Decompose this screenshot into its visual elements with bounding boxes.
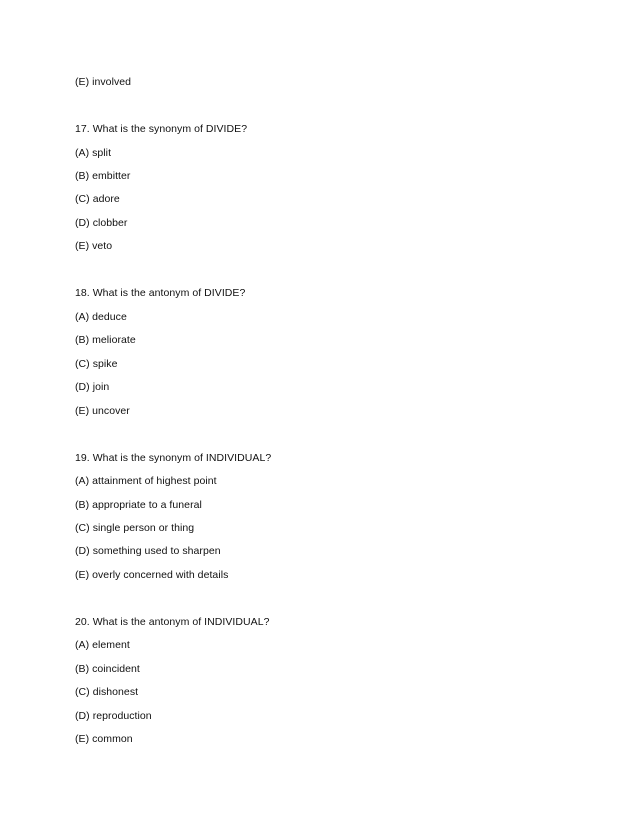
question-18-option-e: (E) uncover	[75, 405, 130, 417]
question-17-option-c: (C) adore	[75, 193, 120, 205]
question-19-prompt: 19. What is the synonym of INDIVIDUAL?	[75, 452, 272, 464]
question-20-option-b: (B) coincident	[75, 663, 140, 675]
question-19-option-a: (A) attainment of highest point	[75, 475, 217, 487]
question-17-prompt: 17. What is the synonym of DIVIDE?	[75, 123, 248, 135]
question-20-option-e: (E) common	[75, 733, 133, 745]
question-20-prompt: 20. What is the antonym of INDIVIDUAL?	[75, 616, 270, 628]
question-18-option-c: (C) spike	[75, 358, 118, 370]
question-17-option-e: (E) veto	[75, 240, 113, 252]
option-e-previous: (E) involved	[75, 76, 132, 88]
question-18-option-b: (B) meliorate	[75, 334, 136, 346]
question-20-option-a: (A) element	[75, 639, 130, 651]
question-17-option-d: (D) clobber	[75, 217, 128, 229]
question-19-option-e: (E) overly concerned with details	[75, 569, 229, 581]
question-18-option-d: (D) join	[75, 381, 110, 393]
question-19-option-d: (D) something used to sharpen	[75, 545, 221, 557]
question-18-prompt: 18. What is the antonym of DIVIDE?	[75, 287, 246, 299]
question-20-option-d: (D) reproduction	[75, 710, 152, 722]
question-18-option-a: (A) deduce	[75, 311, 127, 323]
question-17-option-a: (A) split	[75, 147, 112, 159]
question-19-option-b: (B) appropriate to a funeral	[75, 499, 202, 511]
question-20-option-c: (C) dishonest	[75, 686, 139, 698]
question-17-option-b: (B) embitter	[75, 170, 131, 182]
question-19-option-c: (C) single person or thing	[75, 522, 195, 534]
